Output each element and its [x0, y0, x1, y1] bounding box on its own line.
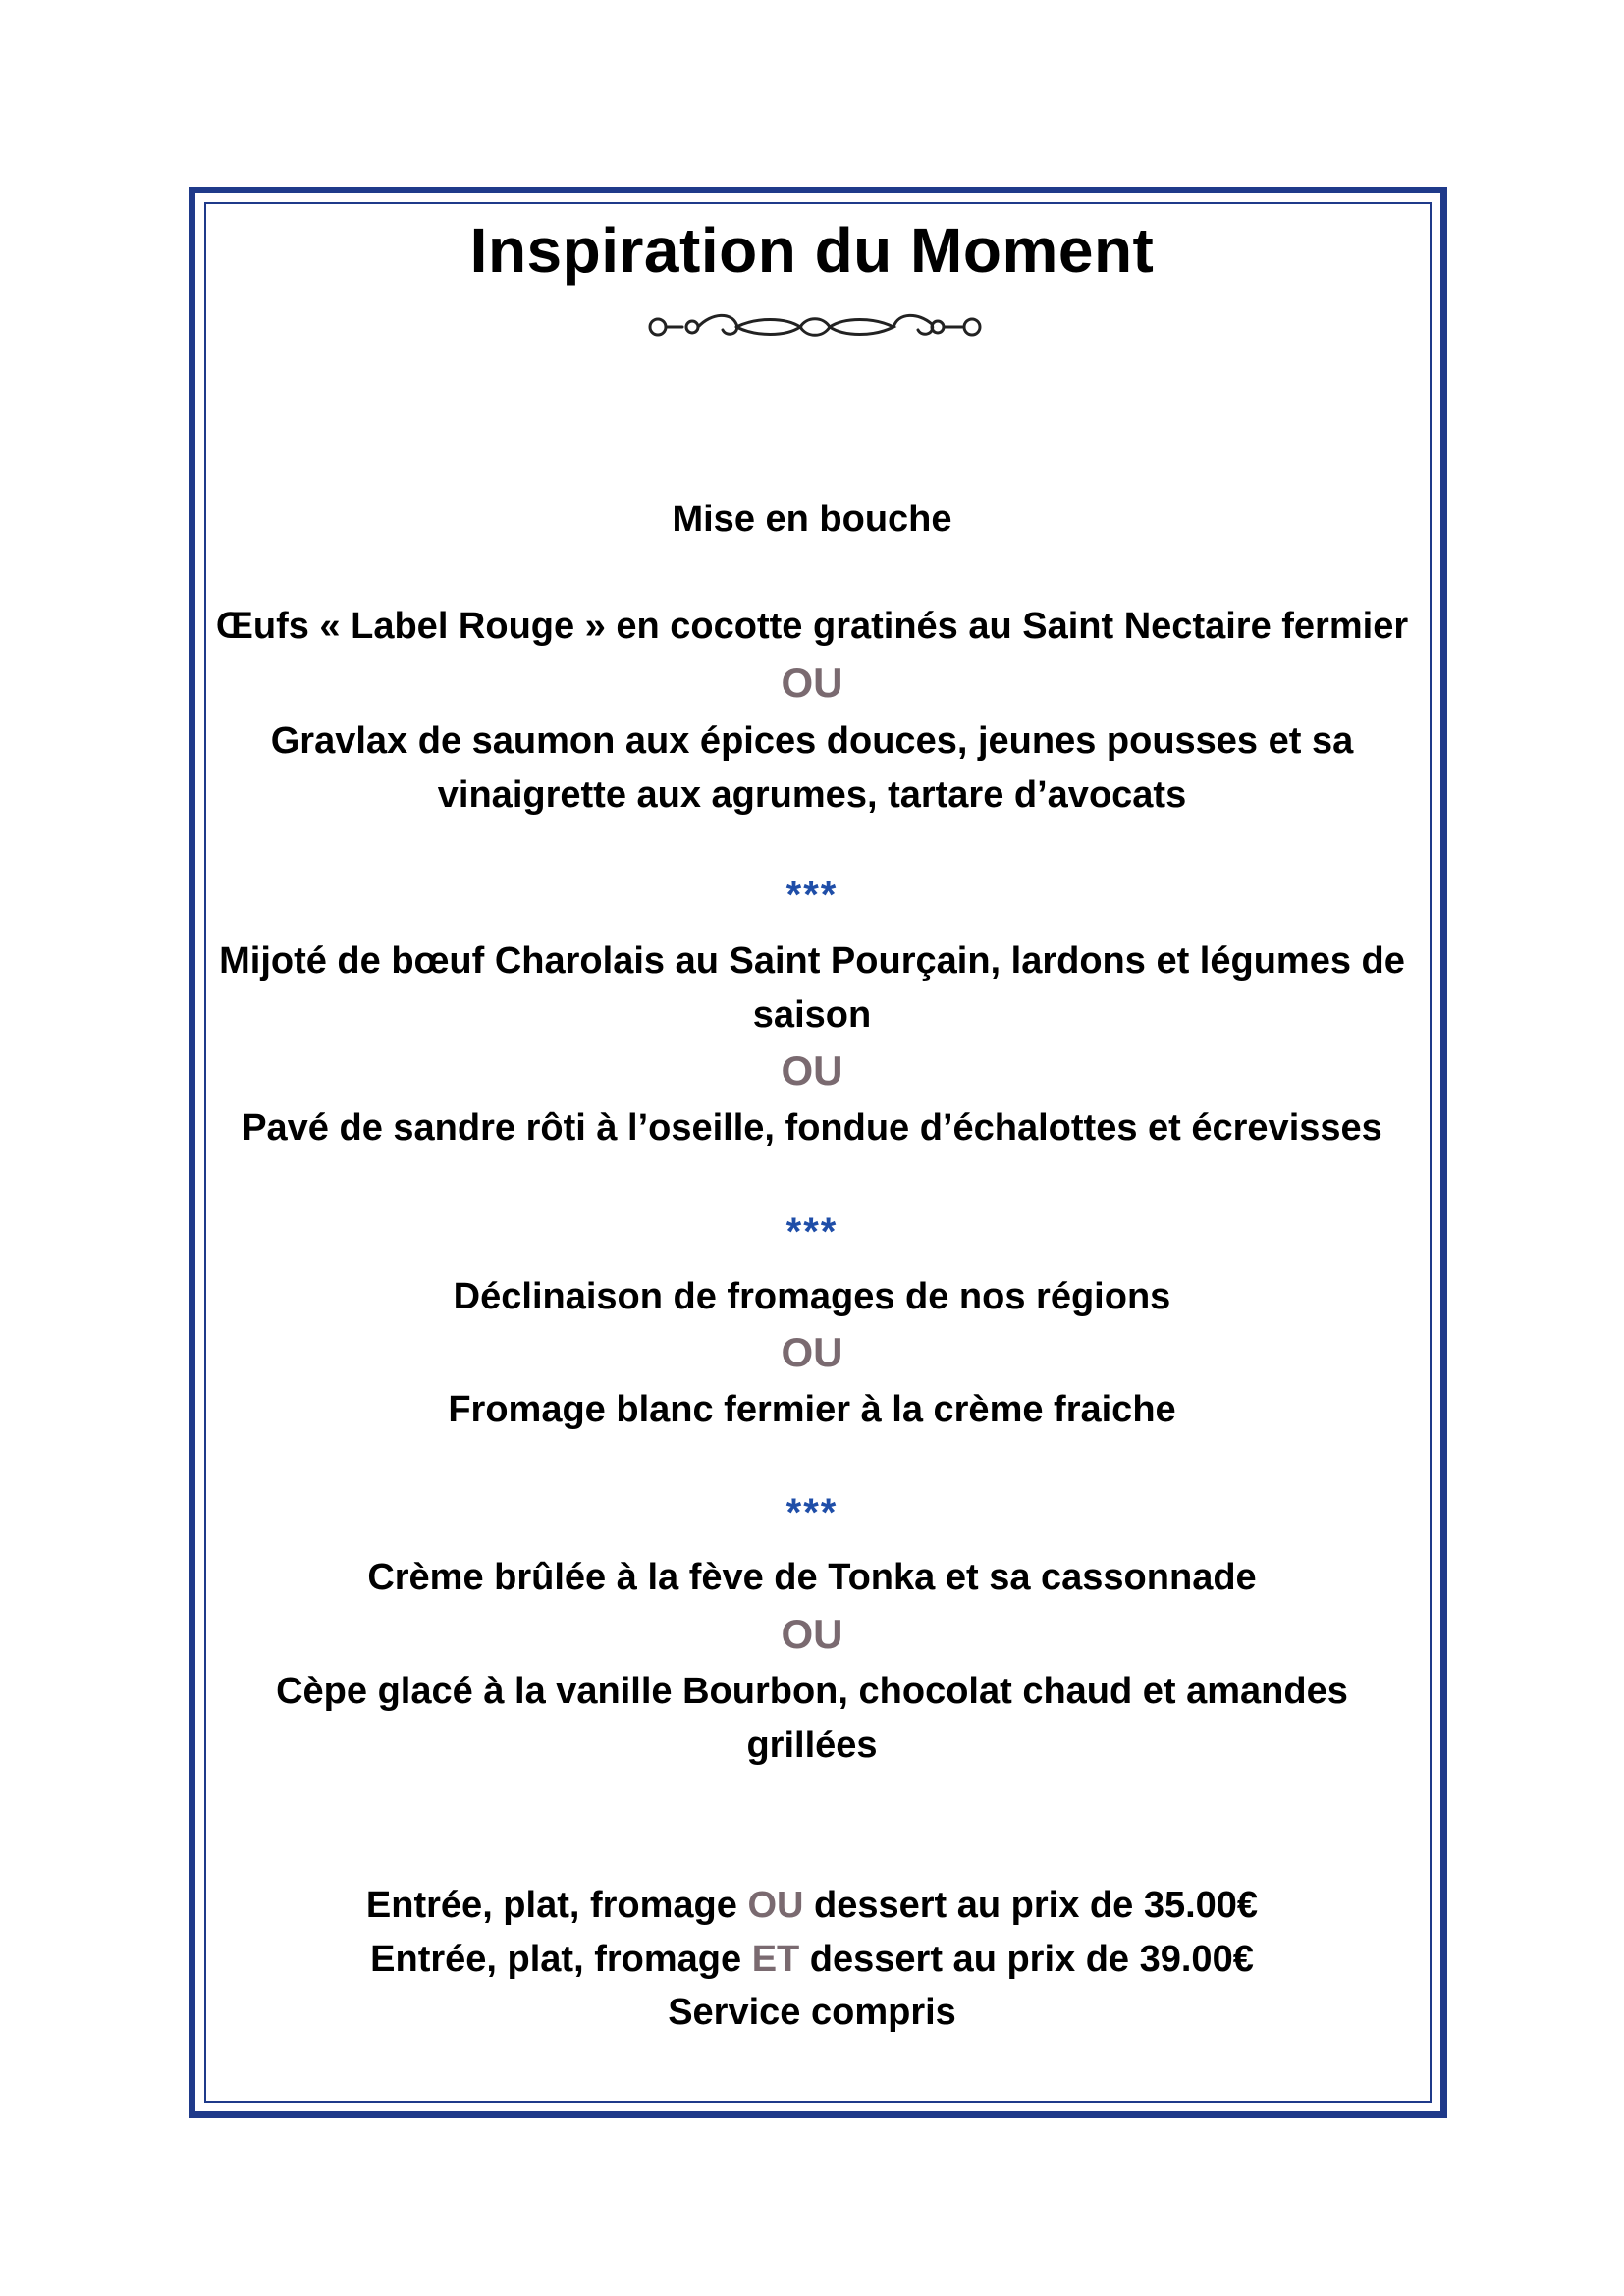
or-separator: OU [781, 1047, 843, 1094]
main-option-1-line-2: saison [752, 994, 872, 1036]
cheese-option-2: Fromage blanc fermier à la crème fraiche [448, 1389, 1176, 1430]
course-separator: *** [785, 1491, 839, 1534]
price-or-highlight: OU [747, 1885, 804, 1926]
course-separator: *** [785, 874, 839, 917]
or-separator: OU [781, 1611, 843, 1657]
price-line-2: Entrée, plat, fromage ET dessert au prix de 39.00€ [370, 1939, 1254, 1980]
price-line-1: Entrée, plat, fromage OU dessert au prix de 35.00€ [365, 1885, 1259, 1926]
dessert-option-1: Crème brûlée à la fève de Tonka et sa cassonnade [367, 1557, 1257, 1598]
course-separator: *** [785, 1210, 839, 1254]
dessert-option-2-line-2: grillées [746, 1725, 878, 1766]
or-separator: OU [781, 660, 843, 706]
service-note: Service compris [668, 1992, 956, 2033]
cheese-option-1: Déclinaison de fromages de nos régions [453, 1276, 1171, 1317]
or-separator: OU [781, 1329, 843, 1375]
main-option-2: Pavé de sandre rôti à l’oseille, fondue d’échalottes et écrevisses [242, 1107, 1382, 1148]
starter-option-1: Œufs « Label Rouge » en cocotte gratinés au Saint Nectaire fermier [215, 606, 1409, 647]
price-and-highlight: ET [751, 1939, 800, 1980]
amuse-bouche: Mise en bouche [672, 499, 952, 540]
starter-option-2-line-1: Gravlax de saumon aux épices douces, jeunes pousses et sa [270, 721, 1354, 762]
page-title: Inspiration du Moment [469, 215, 1155, 286]
dessert-option-2-line-1: Cèpe glacé à la vanille Bourbon, chocolat chaud et amandes [276, 1671, 1348, 1712]
starter-option-2-line-2: vinaigrette aux agrumes, tartare d’avocats [437, 774, 1187, 816]
main-option-1-line-1: Mijoté de bœuf Charolais au Saint Pourçain, lardons et légumes de [219, 940, 1405, 982]
flourish-ornament-icon [638, 302, 992, 351]
